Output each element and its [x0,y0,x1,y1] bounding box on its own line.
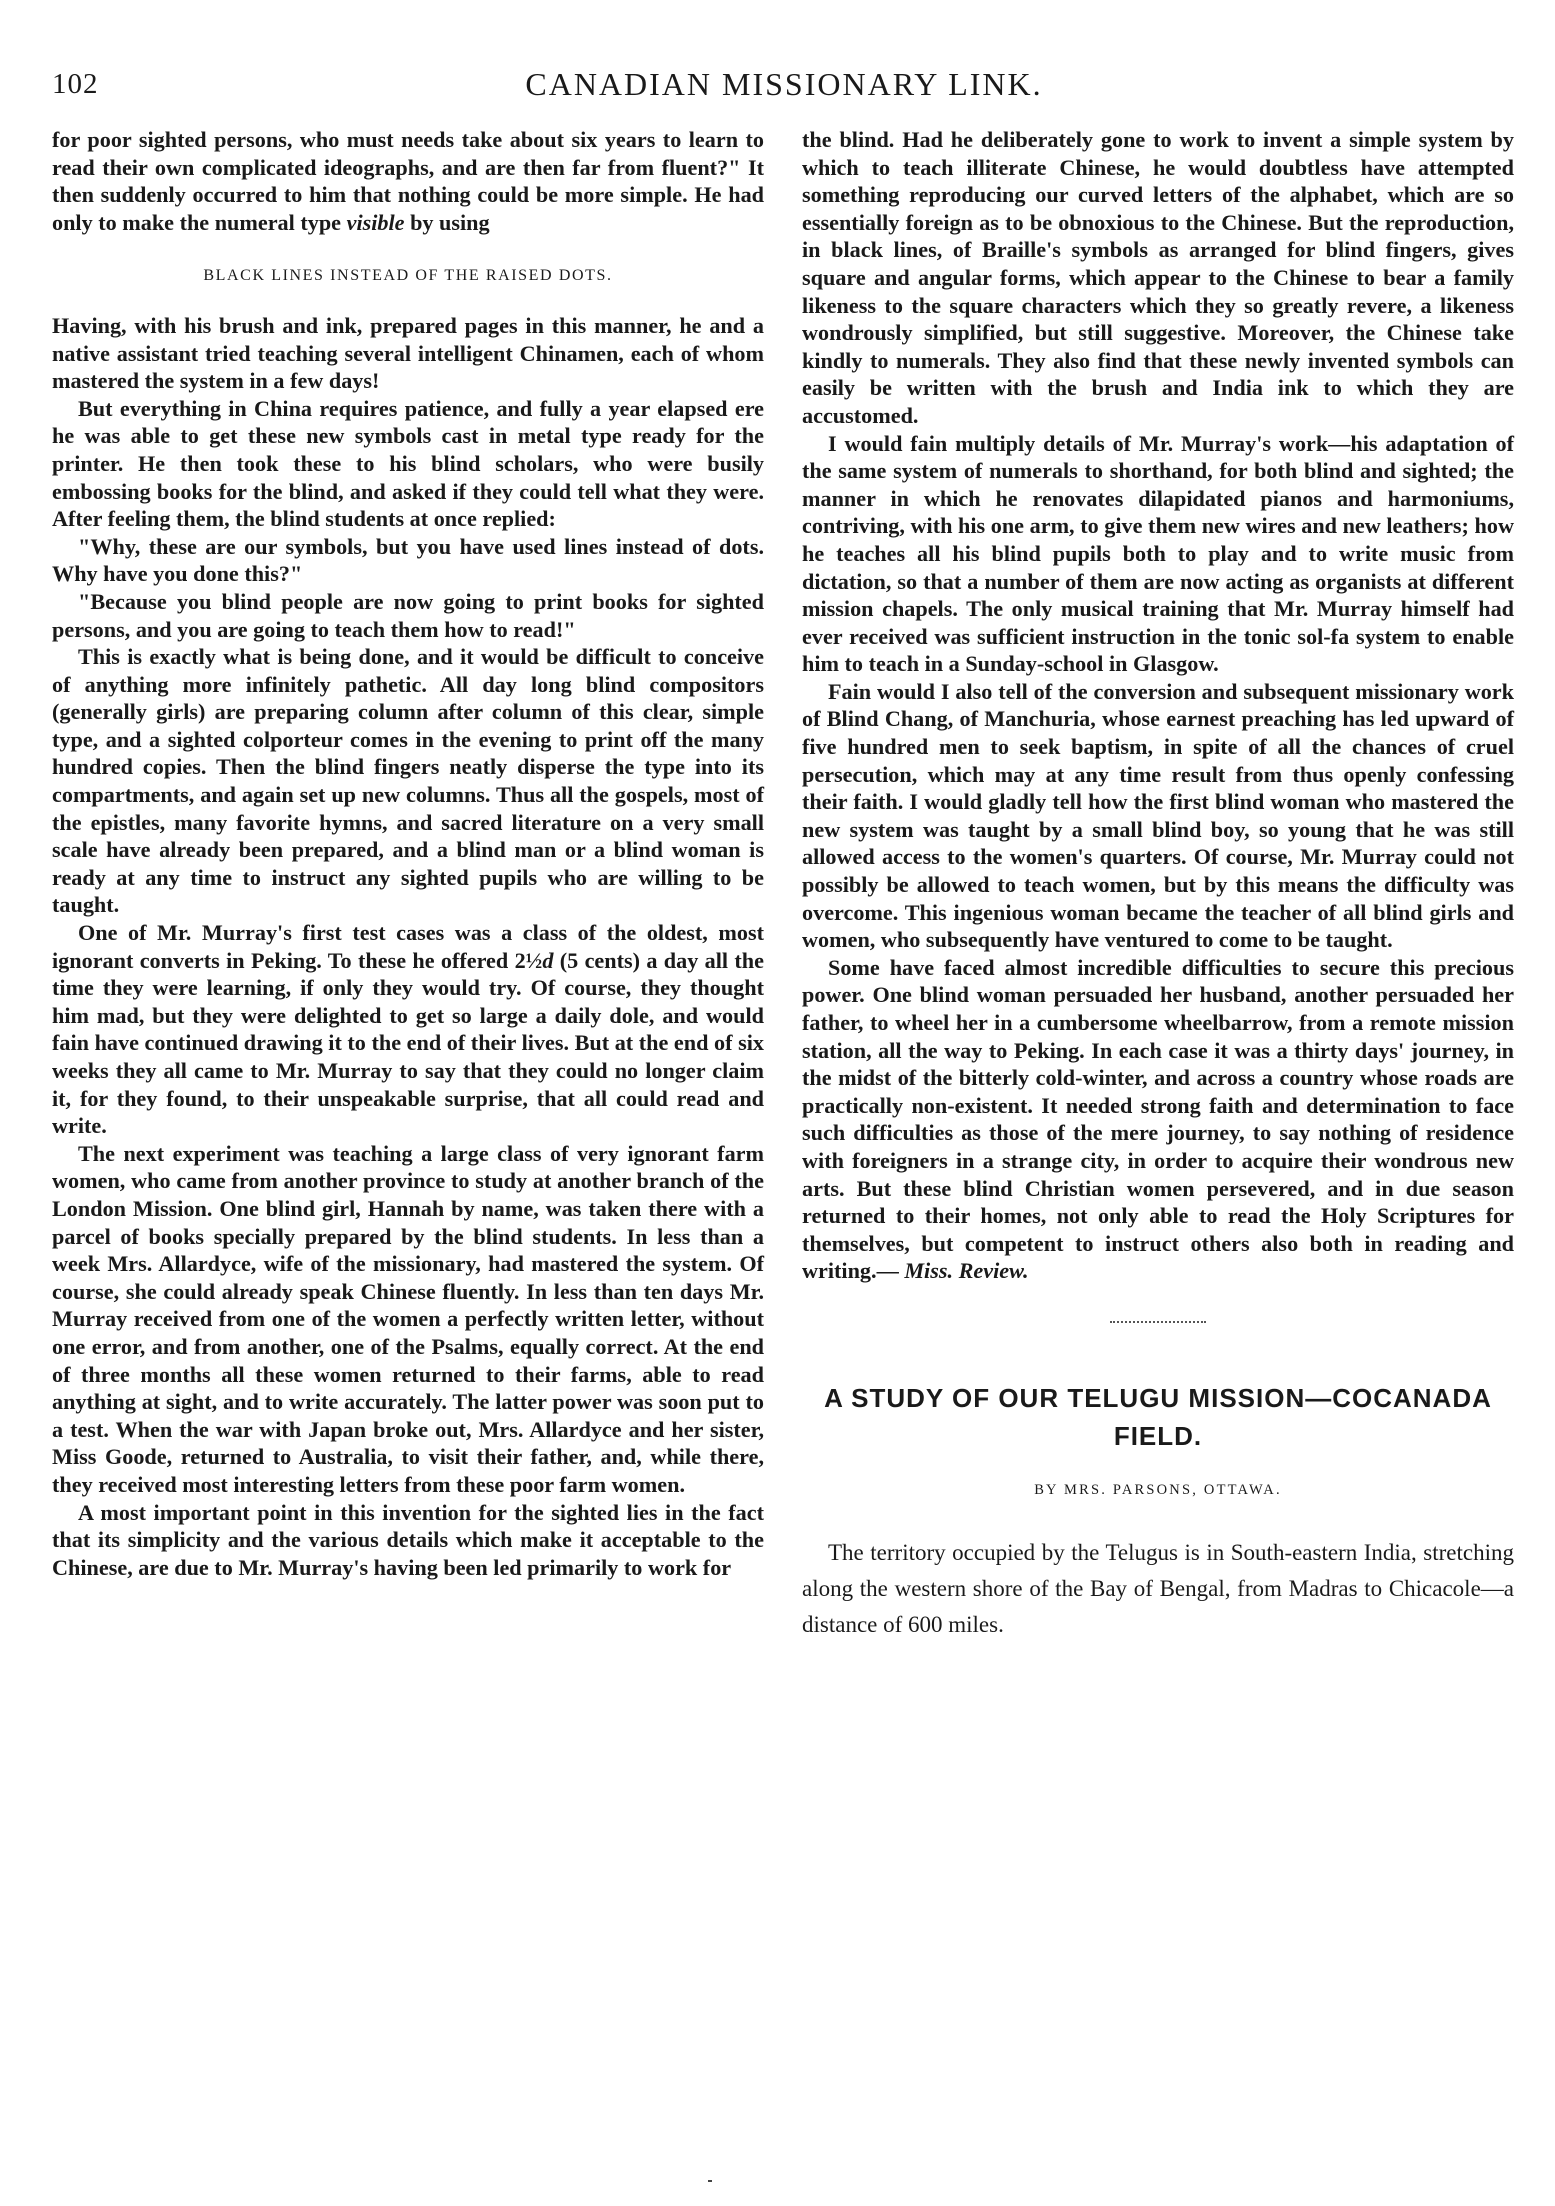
article-byline: BY MRS. PARSONS, OTTAWA. [1034,1481,1282,1498]
paragraph: The next experiment was teaching a large class of very ignorant farm women, who came from another province to study at another branch of the London Mission. One blind girl, Hannah by name, was taken there with a parcel of books specially prepared by the blind students. In less than a week Mrs. Allardyce, wife of the missionary, had mastered the system. Of course, she could already speak Chinese fluently. In less than ten days Mr. Murray received from one of the women a perfectly written letter, without one error, and from another, one of the Psalms, equally correct. At the end of three months all these women returned to their farms, able to read anything at sight, and to write accurately. The latter power was soon put to a test. When the war with Japan broke out, Mrs. Allardyce and her sister, Miss Goode, returned to Australia, to visit their father, and, while there, they received most interesting letters from these poor farm women. [52,1140,764,1497]
section-subheading: BLACK LINES INSTEAD OF THE RAISED DOTS. [203,267,613,285]
paragraph: But everything in China requires patience, and fully a year elapsed ere he was able to get these new symbols cast in metal type ready for the printer. He then took these to his blind scholars, who were busily embossing books for the blind, and asked if they could tell what they were. After feeling them, the blind students at once replied: [52,395,764,532]
running-title: CANADIAN MISSIONARY LINK. [525,66,1043,102]
paragraph: Some have faced almost incredible difficulties to secure this precious power. One blind woman persuaded her husband, another persuaded her father, to wheel her in a cumbersome wheelbarrow, from a remote mission station, all the way to Peking. In each case it was a thirty days' journey, in the midst of the bitterly cold-winter, and across a country whose roads are practically non-existent. It needed strong faith and determination to face such difficulties as those of the mere journey, to say nothing of residence with foreigners in a strange city, in order to acquire their wondrous new arts. But these blind Christian women persevered, and in due season returned to their homes, not only able to read the Holy Scriptures for themselves, but competent to instruct others also both in reading and writing.— Miss. Review. [802,954,1514,1284]
paragraph: A most important point in this invention for the sighted lies in the fact that its simplicity and the various details which make it acceptable to the Chinese, are due to Mr. Murray's having been led primarily to work for [52,1499,764,1580]
italic-pence: d [542,947,554,973]
article-title: A STUDY OF OUR TELUGU MISSION—COCANADA FIELD. [824,1382,1492,1451]
paragraph: I would fain multiply details of Mr. Murray's work—his adaptation of the same system of numerals to shorthand, for both blind and sighted; the manner in which he renovates dilapidated pianos and harmoniums, contriving, with his one arm, to give them new wires and new leathers; how he teaches all his blind pupils both to play and to write music from dictation, so that a number of them are now acting as organists at different mission chapels. The only musical training that Mr. Murray himself had ever received was sufficient instruction in the tonic sol-fa system to enable him to teach in a Sunday-school in Glasgow. [802,430,1514,677]
paragraph: the blind. Had he deliberately gone to work to invent a simple system by which to teach illiterate Chinese, he would doubtless have attempted something reproducing our curved letters of the alphabet, which are so essentially foreign as to be obnoxious to the Chinese. But the reproduction, in black lines, of Braille's symbols as arranged for blind fingers, gives square and angular forms, which appear to the Chinese to bear a family likeness to the square characters which they so greatly revere, a likeness wondrously simplified, but still suggestive. Moreover, the Chinese take kindly to numerals. They also find that these newly invented symbols can easily be written with the brush and India ink to which they are accustomed. [802,127,1514,428]
paragraph: "Why, these are our symbols, but you have used lines instead of dots. Why have you done this?" [52,533,764,587]
page-header [52,62,1516,112]
left-column [52,126,764,1581]
section-separator [1110,1321,1206,1323]
paragraph: Having, with his brush and ink, prepared pages in this manner, he and a native assistant tried teaching several intelligent Chinamen, each of whom mastered the system in a few days! [52,312,764,394]
magazine-page [52,62,1516,2172]
page-number: 102 [52,68,99,100]
text-columns [52,126,1516,2166]
right-column [802,126,1514,1643]
print-mark [708,2180,712,2182]
paragraph: Fain would I also tell of the conversion and subsequent missionary work of Blind Chang, of Manchuria, whose earnest preaching has led upward of five hundred men to seek baptism, in spite of all the chances of cruel persecution, which may at any time result from thus openly confessing their faith. I would gladly tell how the first blind woman who mastered the new system was taught by a small blind boy, so young that he was still allowed access to the women's quarters. Of course, Mr. Murray could not possibly be allowed to teach women, but by this means the difficulty was overcome. This ingenious woman became the teacher of all blind girls and women, who subsequently have ventured to come to be taught. [802,678,1514,953]
article-paragraph: The territory occupied by the Telugus is in South-eastern India, stretching along the western shore of the Bay of Bengal, from Madras to Chicacole—a distance of 600 miles. [802,1539,1514,1637]
source-citation: Miss. Review. [904,1258,1029,1284]
italic-word: visible [346,209,405,235]
paragraph: One of Mr. Murray's first test cases was a class of the oldest, most ignorant converts in Peking. To these he offered 2½d (5 cents) a day all the time they were learning, if only they would try. Of course, they thought him mad, but they were delighted to get so large a daily dole, and would fain have continued drawing it to the end of their lives. But at the end of six weeks they all came to Mr. Murray to say that they could no longer claim it, for they found, to their unspeakable surprise, that all could read and write. [52,920,764,1139]
paragraph: This is exactly what is being done, and it would be difficult to conceive of anything more infinitely pathetic. All day long blind compositors (generally girls) are preparing column after column of this clear, simple type, and a sighted colporteur comes in the evening to print off the many hundred copies. Then the blind fingers neatly disperse the type into its compartments, and again set up new columns. Thus all the gospels, most of the epistles, many favorite hymns, and sacred literature on a very small scale have already been prepared, and a blind man or a blind woman is ready at any time to instruct any sighted pupils who are willing to be taught. [52,644,764,918]
paragraph: for poor sighted persons, who must needs take about six years to learn to read their own complicated ideographs, and are then far from fluent?" It then suddenly occurred to him that nothing could be more simple. He had only to make the numeral type visible by using [52,127,764,235]
paragraph: "Because you blind people are now going to print books for sighted persons, and you are going to teach them how to read!" [52,588,764,642]
